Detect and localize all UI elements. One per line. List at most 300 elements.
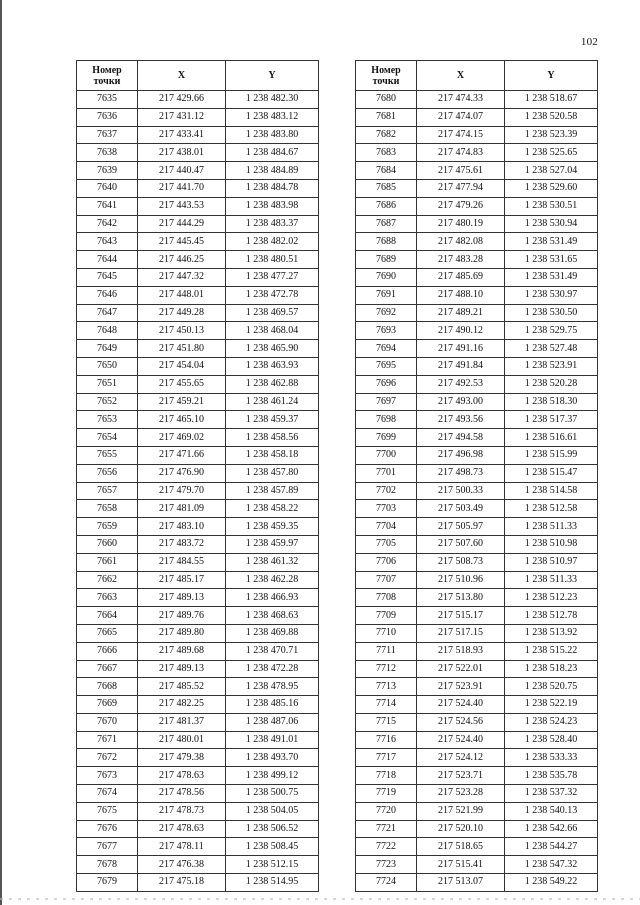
point-number-cell: 7646: [77, 286, 138, 304]
y-coordinate-cell: 1 238 517.37: [505, 411, 598, 429]
y-coordinate-cell: 1 238 472.28: [226, 660, 319, 678]
point-number-cell: 7639: [77, 162, 138, 180]
table-row: [356, 91, 598, 109]
x-coordinate-cell: 217 503.49: [417, 500, 505, 518]
y-coordinate-cell: 1 238 510.98: [505, 535, 598, 553]
table-row: [77, 179, 319, 197]
y-coordinate-cell: 1 238 540.13: [505, 802, 598, 820]
y-coordinate-cell: 1 238 466.93: [226, 589, 319, 607]
y-coordinate-cell: 1 238 511.33: [505, 571, 598, 589]
y-coordinate-cell: 1 238 512.78: [505, 607, 598, 625]
table-row: [77, 446, 319, 464]
point-number-cell: 7697: [356, 393, 417, 411]
point-number-cell: 7637: [77, 126, 138, 144]
table-row: [356, 429, 598, 447]
table-row: [77, 126, 319, 144]
x-coordinate-cell: 217 474.15: [417, 126, 505, 144]
y-coordinate-cell: 1 238 515.22: [505, 642, 598, 660]
x-coordinate-cell: 217 521.99: [417, 802, 505, 820]
table-row: [77, 767, 319, 785]
x-coordinate-cell: 217 454.04: [138, 357, 226, 375]
point-number-cell: 7703: [356, 500, 417, 518]
table-row: [356, 411, 598, 429]
point-number-cell: 7679: [77, 874, 138, 892]
point-number-cell: 7723: [356, 856, 417, 874]
x-coordinate-cell: 217 474.83: [417, 144, 505, 162]
y-coordinate-cell: 1 238 518.30: [505, 393, 598, 411]
point-number-cell: 7675: [77, 802, 138, 820]
table-row: [356, 607, 598, 625]
y-coordinate-cell: 1 238 459.35: [226, 518, 319, 536]
y-coordinate-cell: 1 238 500.75: [226, 785, 319, 803]
point-number-cell: 7668: [77, 678, 138, 696]
point-number-cell: 7682: [356, 126, 417, 144]
x-coordinate-cell: 217 488.10: [417, 286, 505, 304]
x-coordinate-cell: 217 478.63: [138, 767, 226, 785]
table-header-row: [77, 61, 319, 91]
y-coordinate-cell: 1 238 511.33: [505, 518, 598, 536]
point-number-cell: 7674: [77, 785, 138, 803]
x-coordinate-cell: 217 489.80: [138, 624, 226, 642]
point-number-cell: 7722: [356, 838, 417, 856]
point-number-cell: 7707: [356, 571, 417, 589]
y-coordinate-cell: 1 238 522.19: [505, 696, 598, 714]
y-coordinate-cell: 1 238 547.32: [505, 856, 598, 874]
table-row: [77, 144, 319, 162]
point-number-cell: 7706: [356, 553, 417, 571]
y-coordinate-cell: 1 238 477.27: [226, 268, 319, 286]
x-coordinate-cell: 217 491.84: [417, 357, 505, 375]
point-number-cell: 7702: [356, 482, 417, 500]
point-number-cell: 7711: [356, 642, 417, 660]
point-number-cell: 7694: [356, 340, 417, 358]
table-row: [356, 393, 598, 411]
y-coordinate-cell: 1 238 523.39: [505, 126, 598, 144]
y-coordinate-cell: 1 238 531.49: [505, 268, 598, 286]
point-number-cell: 7677: [77, 838, 138, 856]
point-number-cell: 7719: [356, 785, 417, 803]
y-coordinate-cell: 1 238 482.30: [226, 91, 319, 109]
table-row: [77, 91, 319, 109]
point-number-cell: 7715: [356, 713, 417, 731]
x-coordinate-cell: 217 477.94: [417, 179, 505, 197]
x-coordinate-cell: 217 483.28: [417, 251, 505, 269]
x-coordinate-cell: 217 489.21: [417, 304, 505, 322]
x-coordinate-cell: 217 446.25: [138, 251, 226, 269]
point-number-cell: 7662: [77, 571, 138, 589]
x-coordinate-cell: 217 478.73: [138, 802, 226, 820]
y-coordinate-cell: 1 238 531.49: [505, 233, 598, 251]
point-number-cell: 7651: [77, 375, 138, 393]
point-number-cell: 7717: [356, 749, 417, 767]
table-row: [356, 785, 598, 803]
point-number-cell: 7653: [77, 411, 138, 429]
x-coordinate-cell: 217 480.19: [417, 215, 505, 233]
point-number-cell: 7686: [356, 197, 417, 215]
table-row: [356, 304, 598, 322]
x-coordinate-cell: 217 459.21: [138, 393, 226, 411]
table-row: [356, 838, 598, 856]
point-number-cell: 7690: [356, 268, 417, 286]
y-coordinate-cell: 1 238 533.33: [505, 749, 598, 767]
y-coordinate-cell: 1 238 512.23: [505, 589, 598, 607]
point-number-cell: 7678: [77, 856, 138, 874]
table-row: [77, 197, 319, 215]
point-number-cell: 7720: [356, 802, 417, 820]
table-row: [77, 375, 319, 393]
y-coordinate-cell: 1 238 544.27: [505, 838, 598, 856]
table-row: [77, 215, 319, 233]
y-coordinate-cell: 1 238 483.80: [226, 126, 319, 144]
x-coordinate-cell: 217 524.40: [417, 731, 505, 749]
table-row: [356, 749, 598, 767]
table-row: [77, 233, 319, 251]
y-coordinate-cell: 1 238 469.57: [226, 304, 319, 322]
table-row: [356, 535, 598, 553]
point-number-cell: 7649: [77, 340, 138, 358]
header-y: Y: [505, 61, 598, 91]
table-row: [77, 589, 319, 607]
point-number-cell: 7650: [77, 357, 138, 375]
point-number-cell: 7718: [356, 767, 417, 785]
y-coordinate-cell: 1 238 514.58: [505, 482, 598, 500]
table-row: [356, 624, 598, 642]
y-coordinate-cell: 1 238 537.32: [505, 785, 598, 803]
point-number-cell: 7716: [356, 731, 417, 749]
point-number-cell: 7645: [77, 268, 138, 286]
table-row: [77, 286, 319, 304]
table-row: [77, 660, 319, 678]
point-number-cell: 7673: [77, 767, 138, 785]
x-coordinate-cell: 217 485.17: [138, 571, 226, 589]
point-number-cell: 7659: [77, 518, 138, 536]
x-coordinate-cell: 217 493.00: [417, 393, 505, 411]
point-number-cell: 7640: [77, 179, 138, 197]
y-coordinate-cell: 1 238 527.04: [505, 162, 598, 180]
point-number-cell: 7648: [77, 322, 138, 340]
table-row: [77, 874, 319, 892]
point-number-cell: 7680: [356, 91, 417, 109]
x-coordinate-cell: 217 475.61: [417, 162, 505, 180]
table-row: [356, 696, 598, 714]
table-row: [356, 179, 598, 197]
y-coordinate-cell: 1 238 530.97: [505, 286, 598, 304]
table-row: [356, 518, 598, 536]
table-row: [77, 322, 319, 340]
x-coordinate-cell: 217 450.13: [138, 322, 226, 340]
x-coordinate-cell: 217 483.72: [138, 535, 226, 553]
point-number-cell: 7654: [77, 429, 138, 447]
y-coordinate-cell: 1 238 512.58: [505, 500, 598, 518]
table-row: [356, 660, 598, 678]
x-coordinate-cell: 217 492.53: [417, 375, 505, 393]
table-row: [77, 464, 319, 482]
y-coordinate-cell: 1 238 487.06: [226, 713, 319, 731]
point-number-cell: 7698: [356, 411, 417, 429]
header-point-number: Номер точки: [356, 61, 417, 91]
point-number-cell: 7687: [356, 215, 417, 233]
table-row: [356, 589, 598, 607]
x-coordinate-cell: 217 485.69: [417, 268, 505, 286]
x-coordinate-cell: 217 485.52: [138, 678, 226, 696]
point-number-cell: 7710: [356, 624, 417, 642]
point-number-cell: 7635: [77, 91, 138, 109]
table-row: [356, 357, 598, 375]
point-number-cell: 7658: [77, 500, 138, 518]
table-row: [77, 713, 319, 731]
y-coordinate-cell: 1 238 458.22: [226, 500, 319, 518]
x-coordinate-cell: 217 474.07: [417, 108, 505, 126]
x-coordinate-cell: 217 517.15: [417, 624, 505, 642]
y-coordinate-cell: 1 238 530.94: [505, 215, 598, 233]
point-number-cell: 7672: [77, 749, 138, 767]
table-row: [77, 340, 319, 358]
y-coordinate-cell: 1 238 523.91: [505, 357, 598, 375]
x-coordinate-cell: 217 513.07: [417, 874, 505, 892]
y-coordinate-cell: 1 238 508.45: [226, 838, 319, 856]
point-number-cell: 7656: [77, 464, 138, 482]
y-coordinate-cell: 1 238 465.90: [226, 340, 319, 358]
y-coordinate-cell: 1 238 462.88: [226, 375, 319, 393]
point-number-cell: 7660: [77, 535, 138, 553]
y-coordinate-cell: 1 238 484.89: [226, 162, 319, 180]
y-coordinate-cell: 1 238 462.28: [226, 571, 319, 589]
table-header-row: [356, 61, 598, 91]
y-coordinate-cell: 1 238 518.23: [505, 660, 598, 678]
point-number-cell: 7701: [356, 464, 417, 482]
x-coordinate-cell: 217 433.41: [138, 126, 226, 144]
y-coordinate-cell: 1 238 482.02: [226, 233, 319, 251]
table-row: [356, 233, 598, 251]
point-number-cell: 7681: [356, 108, 417, 126]
y-coordinate-cell: 1 238 530.50: [505, 304, 598, 322]
y-coordinate-cell: 1 238 457.89: [226, 482, 319, 500]
point-number-cell: 7724: [356, 874, 417, 892]
x-coordinate-cell: 217 445.45: [138, 233, 226, 251]
x-coordinate-cell: 217 479.38: [138, 749, 226, 767]
x-coordinate-cell: 217 476.90: [138, 464, 226, 482]
table-row: [77, 553, 319, 571]
point-number-cell: 7684: [356, 162, 417, 180]
x-coordinate-cell: 217 482.08: [417, 233, 505, 251]
x-coordinate-cell: 217 494.58: [417, 429, 505, 447]
y-coordinate-cell: 1 238 470.71: [226, 642, 319, 660]
y-coordinate-cell: 1 238 461.32: [226, 553, 319, 571]
point-number-cell: 7669: [77, 696, 138, 714]
x-coordinate-cell: 217 518.93: [417, 642, 505, 660]
x-coordinate-cell: 217 448.01: [138, 286, 226, 304]
table-row: [356, 144, 598, 162]
x-coordinate-cell: 217 469.02: [138, 429, 226, 447]
point-number-cell: 7721: [356, 820, 417, 838]
point-number-cell: 7693: [356, 322, 417, 340]
y-coordinate-cell: 1 238 549.22: [505, 874, 598, 892]
x-coordinate-cell: 217 523.71: [417, 767, 505, 785]
y-coordinate-cell: 1 238 512.15: [226, 856, 319, 874]
point-number-cell: 7643: [77, 233, 138, 251]
x-coordinate-cell: 217 447.32: [138, 268, 226, 286]
x-coordinate-cell: 217 481.09: [138, 500, 226, 518]
table-row: [356, 678, 598, 696]
y-coordinate-cell: 1 238 461.24: [226, 393, 319, 411]
x-coordinate-cell: 217 508.73: [417, 553, 505, 571]
point-number-cell: 7647: [77, 304, 138, 322]
table-row: [77, 820, 319, 838]
point-number-cell: 7666: [77, 642, 138, 660]
table-row: [356, 767, 598, 785]
y-coordinate-cell: 1 238 491.01: [226, 731, 319, 749]
y-coordinate-cell: 1 238 483.12: [226, 108, 319, 126]
table-row: [356, 731, 598, 749]
y-coordinate-cell: 1 238 531.65: [505, 251, 598, 269]
y-coordinate-cell: 1 238 469.88: [226, 624, 319, 642]
y-coordinate-cell: 1 238 518.67: [505, 91, 598, 109]
point-number-cell: 7664: [77, 607, 138, 625]
header-y: Y: [226, 61, 319, 91]
table-row: [356, 553, 598, 571]
x-coordinate-cell: 217 431.12: [138, 108, 226, 126]
point-number-cell: 7663: [77, 589, 138, 607]
x-coordinate-cell: 217 484.55: [138, 553, 226, 571]
y-coordinate-cell: 1 238 510.97: [505, 553, 598, 571]
point-number-cell: 7708: [356, 589, 417, 607]
x-coordinate-cell: 217 455.65: [138, 375, 226, 393]
point-number-cell: 7644: [77, 251, 138, 269]
table-row: [356, 802, 598, 820]
table-row: [356, 446, 598, 464]
x-coordinate-cell: 217 478.11: [138, 838, 226, 856]
table-row: [356, 286, 598, 304]
x-coordinate-cell: 217 518.65: [417, 838, 505, 856]
x-coordinate-cell: 217 490.12: [417, 322, 505, 340]
point-number-cell: 7691: [356, 286, 417, 304]
y-coordinate-cell: 1 238 516.61: [505, 429, 598, 447]
y-coordinate-cell: 1 238 499.12: [226, 767, 319, 785]
point-number-cell: 7676: [77, 820, 138, 838]
y-coordinate-cell: 1 238 514.95: [226, 874, 319, 892]
point-number-cell: 7699: [356, 429, 417, 447]
y-coordinate-cell: 1 238 542.66: [505, 820, 598, 838]
point-number-cell: 7709: [356, 607, 417, 625]
table-row: [356, 874, 598, 892]
x-coordinate-cell: 217 481.37: [138, 713, 226, 731]
y-coordinate-cell: 1 238 529.75: [505, 322, 598, 340]
point-number-cell: 7683: [356, 144, 417, 162]
table-row: [77, 642, 319, 660]
x-coordinate-cell: 217 444.29: [138, 215, 226, 233]
y-coordinate-cell: 1 238 504.05: [226, 802, 319, 820]
point-number-cell: 7661: [77, 553, 138, 571]
y-coordinate-cell: 1 238 478.95: [226, 678, 319, 696]
table-row: [356, 251, 598, 269]
x-coordinate-cell: 217 513.80: [417, 589, 505, 607]
x-coordinate-cell: 217 478.56: [138, 785, 226, 803]
point-number-cell: 7670: [77, 713, 138, 731]
table-row: [356, 856, 598, 874]
coordinates-table-right: [355, 60, 598, 892]
y-coordinate-cell: 1 238 483.98: [226, 197, 319, 215]
table-row: [356, 642, 598, 660]
point-number-cell: 7641: [77, 197, 138, 215]
point-number-cell: 7705: [356, 535, 417, 553]
table-row: [77, 518, 319, 536]
table-row: [77, 678, 319, 696]
y-coordinate-cell: 1 238 524.23: [505, 713, 598, 731]
y-coordinate-cell: 1 238 458.56: [226, 429, 319, 447]
point-number-cell: 7636: [77, 108, 138, 126]
table-row: [356, 482, 598, 500]
table-row: [77, 108, 319, 126]
point-number-cell: 7695: [356, 357, 417, 375]
y-coordinate-cell: 1 238 459.97: [226, 535, 319, 553]
x-coordinate-cell: 217 493.56: [417, 411, 505, 429]
x-coordinate-cell: 217 524.12: [417, 749, 505, 767]
x-coordinate-cell: 217 510.96: [417, 571, 505, 589]
point-number-cell: 7689: [356, 251, 417, 269]
x-coordinate-cell: 217 429.66: [138, 91, 226, 109]
x-coordinate-cell: 217 522.01: [417, 660, 505, 678]
x-coordinate-cell: 217 523.91: [417, 678, 505, 696]
table-row: [77, 251, 319, 269]
x-coordinate-cell: 217 489.76: [138, 607, 226, 625]
y-coordinate-cell: 1 238 459.37: [226, 411, 319, 429]
table-row: [356, 500, 598, 518]
y-coordinate-cell: 1 238 520.28: [505, 375, 598, 393]
x-coordinate-cell: 217 449.28: [138, 304, 226, 322]
x-coordinate-cell: 217 491.16: [417, 340, 505, 358]
table-row: [356, 197, 598, 215]
y-coordinate-cell: 1 238 520.75: [505, 678, 598, 696]
table-row: [356, 126, 598, 144]
x-coordinate-cell: 217 489.13: [138, 589, 226, 607]
y-coordinate-cell: 1 238 535.78: [505, 767, 598, 785]
point-number-cell: 7704: [356, 518, 417, 536]
point-number-cell: 7692: [356, 304, 417, 322]
y-coordinate-cell: 1 238 484.67: [226, 144, 319, 162]
x-coordinate-cell: 217 520.10: [417, 820, 505, 838]
x-coordinate-cell: 217 479.26: [417, 197, 505, 215]
x-coordinate-cell: 217 480.01: [138, 731, 226, 749]
table-row: [77, 856, 319, 874]
x-coordinate-cell: 217 523.28: [417, 785, 505, 803]
x-coordinate-cell: 217 478.63: [138, 820, 226, 838]
table-row: [356, 108, 598, 126]
x-coordinate-cell: 217 500.33: [417, 482, 505, 500]
y-coordinate-cell: 1 238 525.65: [505, 144, 598, 162]
x-coordinate-cell: 217 483.10: [138, 518, 226, 536]
point-number-cell: 7714: [356, 696, 417, 714]
table-row: [77, 482, 319, 500]
x-coordinate-cell: 217 482.25: [138, 696, 226, 714]
y-coordinate-cell: 1 238 485.16: [226, 696, 319, 714]
table-row: [77, 162, 319, 180]
y-coordinate-cell: 1 238 458.18: [226, 446, 319, 464]
table-row: [77, 411, 319, 429]
y-coordinate-cell: 1 238 463.93: [226, 357, 319, 375]
y-coordinate-cell: 1 238 515.47: [505, 464, 598, 482]
table-row: [77, 268, 319, 286]
point-number-cell: 7685: [356, 179, 417, 197]
scan-bottom-noise: [0, 898, 640, 900]
y-coordinate-cell: 1 238 515.99: [505, 446, 598, 464]
scan-left-edge: [0, 0, 2, 905]
table-row: [356, 215, 598, 233]
point-number-cell: 7667: [77, 660, 138, 678]
y-coordinate-cell: 1 238 493.70: [226, 749, 319, 767]
x-coordinate-cell: 217 505.97: [417, 518, 505, 536]
point-number-cell: 7700: [356, 446, 417, 464]
y-coordinate-cell: 1 238 484.78: [226, 179, 319, 197]
